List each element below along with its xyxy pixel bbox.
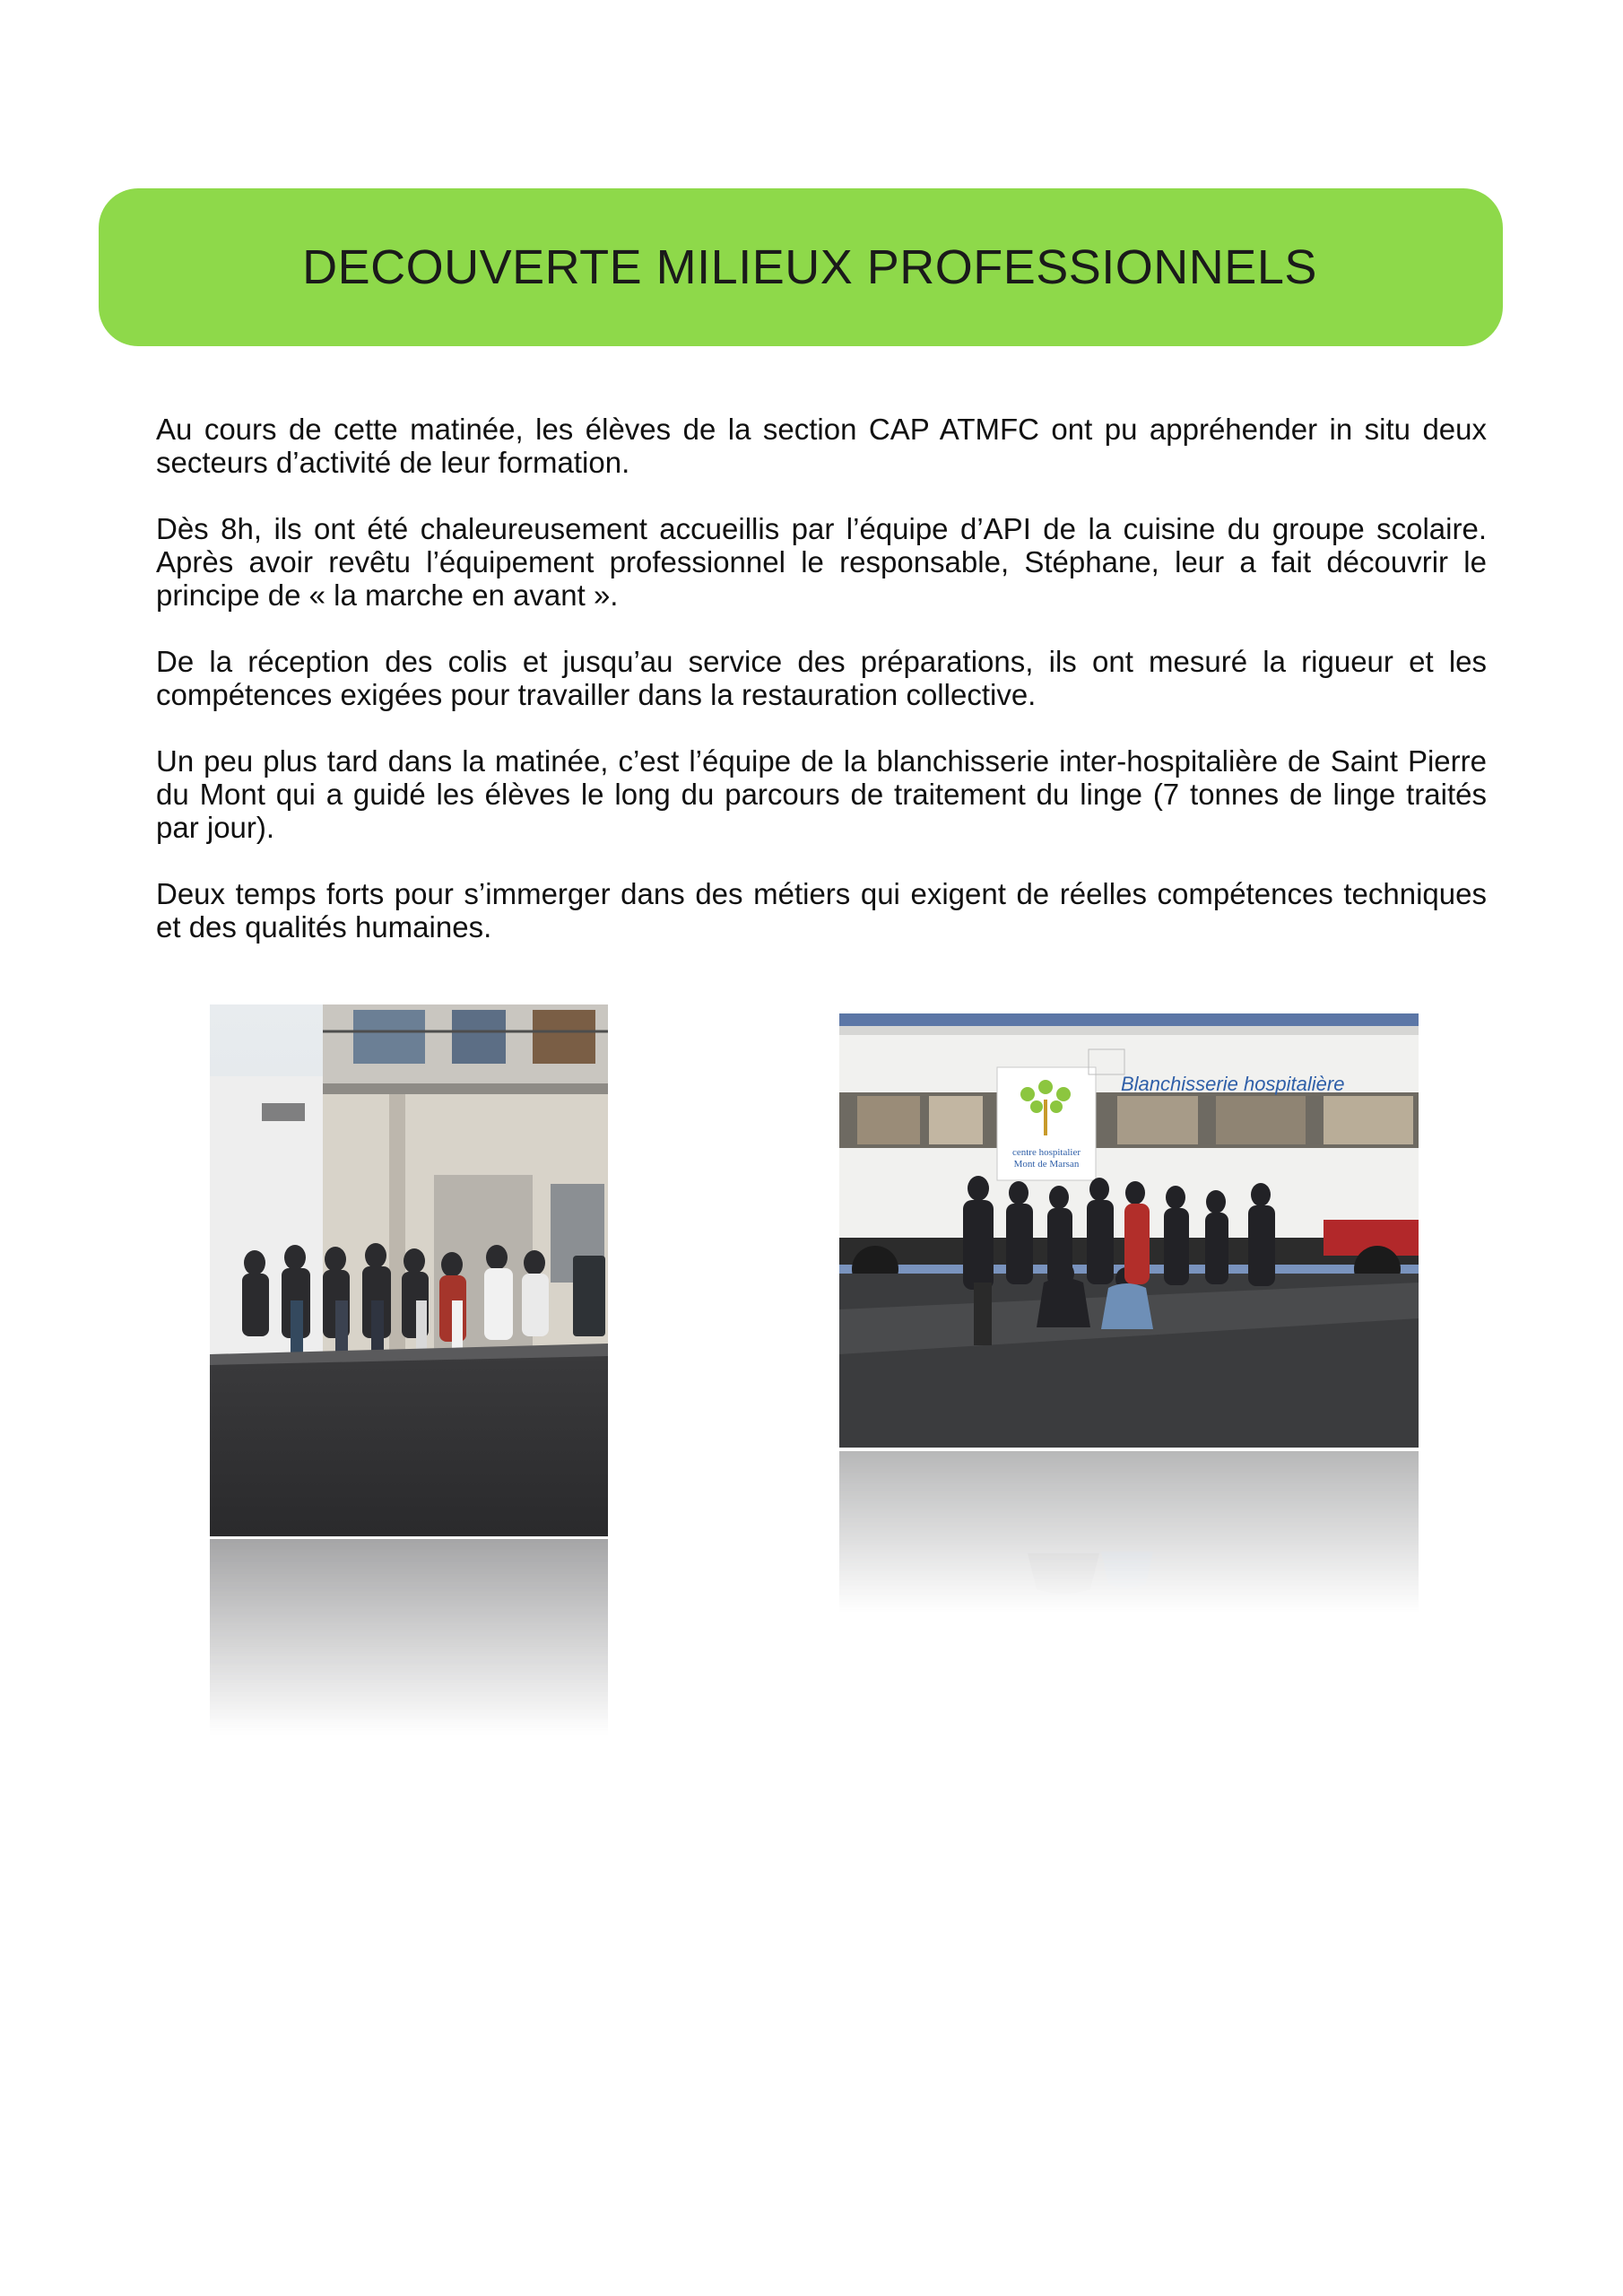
kitchen-group-photo (210, 1004, 608, 1536)
title-banner (99, 188, 1503, 346)
paragraph-5: Deux temps forts pour s’immerger dans des métiers qui exigent de réelles compétences techniques et des qualités humaines. (156, 877, 1487, 944)
truck-logo-line2: Mont de Marsan (1013, 1159, 1080, 1170)
paragraph-1: Au cours de cette matinée, les élèves de la section CAP ATMFC ont pu appréhender in situ deux secteurs d’activité de leur formation. (156, 413, 1487, 479)
page-title: DECOUVERTE MILIEUX PROFESSIONNELS (302, 240, 1317, 294)
laundry-group-photo (839, 1013, 1419, 1448)
truck-logo-line1: centre hospitalier (1011, 1147, 1081, 1158)
article-body (156, 413, 1487, 977)
paragraph-2: Dès 8h, ils ont été chaleureusement accueillis par l’équipe d’API de la cuisine du groupe scolaire. Après avoir revêtu l’équipement professionnel le responsable, Stéphane, leur a fait découvrir le principe de « la marche en avant ». (156, 512, 1487, 612)
paragraph-3: De la réception des colis et jusqu’au service des préparations, ils ont mesuré la rigueur et les compétences exigées pour travailler dans la restauration collective. (156, 645, 1487, 711)
kitchen-group-photo-reflection (210, 1539, 608, 1736)
truck-sign-text: Blanchisserie hospitalière (1121, 1073, 1345, 1095)
laundry-group-photo-reflection (839, 1451, 1419, 1613)
paragraph-4: Un peu plus tard dans la matinée, c’est l’équipe de la blanchisserie inter-hospitalière de Saint Pierre du Mont qui a guidé les élèves le long du parcours de traitement du linge (7 tonnes de linge traités par jour). (156, 744, 1487, 844)
